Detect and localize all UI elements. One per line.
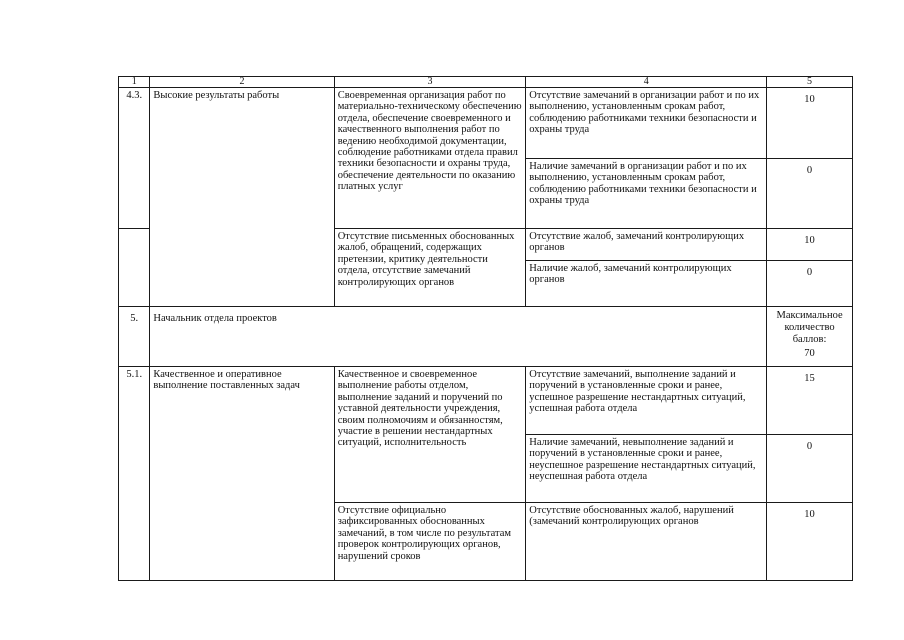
position-title: Начальник отдела проектов <box>150 307 767 367</box>
max-score-value: 70 <box>804 348 815 359</box>
score-value: 0 <box>767 261 853 307</box>
table-row <box>119 367 853 435</box>
table-row <box>119 307 853 367</box>
indicator-name: Высокие результаты работы <box>150 88 334 307</box>
condition-text: Отсутствие замечаний в организации работ и по их выполнению, установленным срокам работ, соблюдению работниками техники безопасности и охраны труда <box>526 88 767 159</box>
score-value: 0 <box>767 435 853 503</box>
score-value: 0 <box>767 159 853 229</box>
criterion-text: Качественное и своевременное выполнение работы отделом, выполнение заданий и поручений по уставной деятельности учреждения, своим полномочиям и обязанностям, участие в решении нестандартных ситуаций, исполнительность <box>334 367 526 503</box>
criteria-table <box>118 76 853 581</box>
indicator-name: Качественное и оперативное выполнение поставленных задач <box>150 367 334 581</box>
score-value: 10 <box>767 229 853 261</box>
column-number-1: 1 <box>119 77 150 88</box>
condition-text: Отсутствие жалоб, замечаний контролирующих органов <box>526 229 767 261</box>
row-number-empty <box>119 229 150 307</box>
row-number: 4.3. <box>119 88 150 229</box>
table-row <box>119 88 853 159</box>
row-number: 5. <box>119 307 150 367</box>
max-score-label: Максимальное количество баллов: <box>776 310 843 345</box>
column-number-row <box>119 77 853 88</box>
column-number-2: 2 <box>150 77 334 88</box>
condition-text: Наличие замечаний в организации работ и по их выполнению, установленным срокам работ, соблюдению работниками техники безопасности и охраны труда <box>526 159 767 229</box>
condition-text: Наличие жалоб, замечаний контролирующих органов <box>526 261 767 307</box>
condition-text: Наличие замечаний, невыполнение заданий и поручений в установленные сроки и ранее, неуспешное разрешение нестандартных ситуаций, неуспешная работа отдела <box>526 435 767 503</box>
condition-text: Отсутствие обоснованных жалоб, нарушений (замечаний контролирующих органов <box>526 503 767 581</box>
score-value: 10 <box>767 503 853 581</box>
criterion-text: Своевременная организация работ по материально-техническому обеспечению отдела, обеспечение своевременного и качественного выполнения работ по ведению необходимой документации, соблюдение работниками отдела правил техники безопасности и охраны труда, обеспечение деятельности по оказанию платных услуг <box>334 88 526 229</box>
criterion-text: Отсутствие официально зафиксированных обоснованных замечаний, в том числе по результатам проверок контролирующих органов, нарушений сроков <box>334 503 526 581</box>
criterion-text: Отсутствие письменных обоснованных жалоб, обращений, содержащих претензии, критику деятельности отдела, отсутствие замечаний контролирующих органов <box>334 229 526 307</box>
row-number: 5.1. <box>119 367 150 581</box>
column-number-3: 3 <box>334 77 526 88</box>
condition-text: Отсутствие замечаний, выполнение заданий и поручений в установленные сроки и ранее, успешное разрешение нестандартных ситуаций, успешная работа отдела <box>526 367 767 435</box>
score-value: 15 <box>767 367 853 435</box>
column-number-4: 4 <box>526 77 767 88</box>
score-value: 10 <box>767 88 853 159</box>
max-score-cell <box>767 307 853 367</box>
column-number-5: 5 <box>767 77 853 88</box>
